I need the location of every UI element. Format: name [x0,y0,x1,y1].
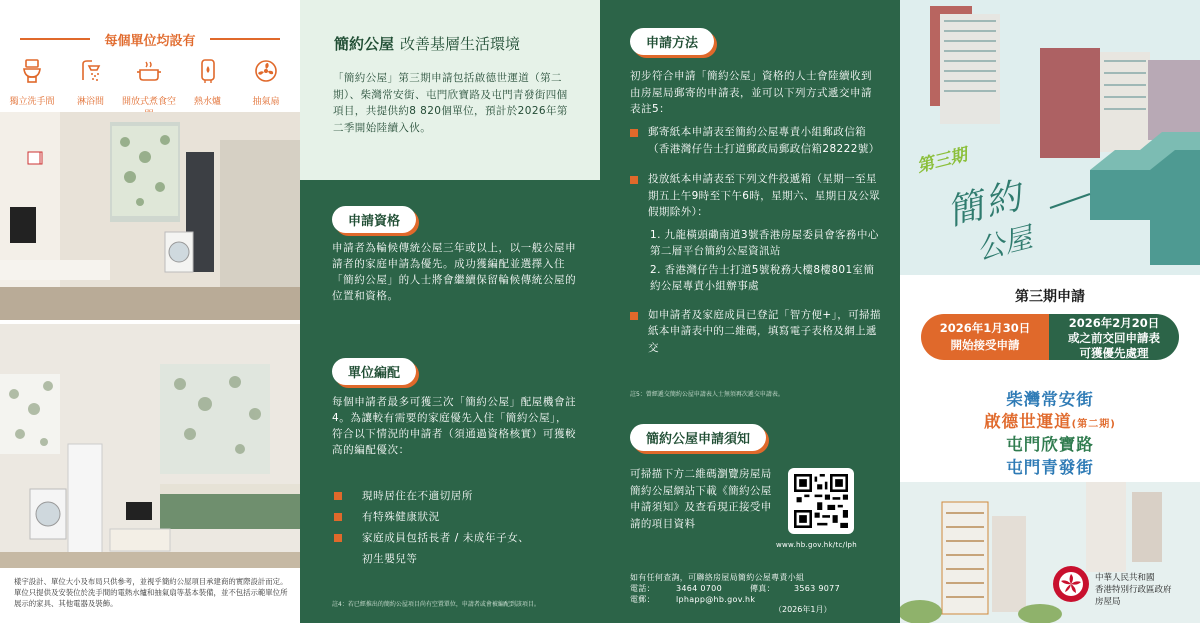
intro-panel [300,0,600,623]
cooking-pot-icon [136,58,162,84]
section-title: 簡約公屋申請須知 [630,424,766,451]
dropbox-item: 1. 九龍橫頭磡南道3號香港房屋委員會客務中心第二層平台簡約公屋資訊站 [650,228,879,257]
amenity-item: 獨立洗手間 [4,58,60,120]
bullet-icon [334,534,342,542]
email-link[interactable]: lphapp@hb.gov.hk [676,595,756,604]
project-name: 屯門欣寶路 [1006,435,1094,454]
amenities-list [4,58,294,120]
website-link[interactable]: www.hb.gov.hk/tc/lph [776,541,858,549]
amenities-panel [0,0,300,623]
intro-heading: 簡約公屋 改善基層生活環境 [334,35,521,53]
list-item-continuation: 初生嬰兒等 [362,553,418,565]
hksar-emblem-icon [1052,565,1090,603]
priority-list [334,486,580,570]
amenities-title: 每個單位均設有 [0,30,300,49]
application-methods [630,124,882,370]
dropbox-item: 2. 香港灣仔告士打道5號稅務大樓8樓801室簡約公屋專責小組辦事處 [650,263,875,292]
contact-row: 電話： 3464 0700 傳真： 3563 9077 [630,584,840,593]
list-item: 家庭成員包括長者 / 未成年子女、 [334,528,580,549]
divider [210,38,280,40]
fax-number: 3563 9077 [794,584,840,593]
divider [20,38,90,40]
disclaimer-footnote: 樣宇設計、單位大小及布局只供參考，並視乎簡約公屋項目承建商的實際設計而定。單位只提供及安裝位於洗手間的電熱水爐和抽氣扇等基本裝備，並不包括示範單位所展示的家具、其他電器及裝飾。 [14,577,288,608]
room-illustration [0,324,300,568]
eligibility-section [300,180,600,623]
application-panel [600,0,900,623]
water-heater-icon [195,58,221,84]
list-item: 郵寄紙本申請表至簡約公屋專責小組郵政信箱（香港灣仔告士打道郵政局郵政信箱28222號） [630,124,882,157]
cover-panel [900,0,1200,623]
contact-intro: 如有任何查詢，可聯絡房屋局簡約公屋專責小組 [630,573,805,582]
contact-row: 電郵： lphapp@hb.gov.hk [630,595,756,604]
exhaust-fan-icon [253,58,279,84]
project-name: 柴灣常安街 [1006,390,1094,409]
logo-text: 簡約 [942,175,1029,234]
notice-text: 可掃描下方二維碼瀏覽房屋局簡約公屋網站下載《簡約公屋申請須知》及查看現正接受申請的項目資料 [630,468,772,530]
bullet-icon [334,492,342,500]
priority-deadline: 2026年2月20日 或之前交回申請表 可獲優先處理 [1049,314,1179,360]
section-title: 申請方法 [630,28,714,55]
list-item: 如申請者及家庭成員已登記「智方便+」，可掃描紙本申請表中的二維碼，填寫電子表格及網上遞交 [630,307,882,357]
amenity-item: 抽氣扇 [238,58,294,120]
amenity-item: 開放式煮食空 [121,58,177,120]
application-intro: 初步符合申請「簡約公屋」資格的人士會陸續收到由房屋局郵寄的申請表，並可以下列方式遞交申請表註5： [630,70,872,115]
phase-label: 第三期 [914,145,970,177]
list-item: 現時居住在不適切居所 [334,486,580,507]
eligibility-text: 申請者為輪候傳統公屋三年或以上，以一般公屋申請者的家庭申請為優先。成功獲編配並選擇入住「簡約公屋」的人士將會繼續保留輪候傳統公屋的位置和資格。 [332,242,577,302]
sample-unit-photo [0,324,300,568]
cover-heading: 第三期申請 [1015,289,1085,305]
room-illustration [0,112,300,320]
bullet-icon [334,513,342,521]
key-dates [921,314,1179,360]
amenity-item: 熱水爐 [180,58,236,120]
intro-paragraph: 「簡約公屋」第三期申請包括啟德世運道（第二期）、柴灣常安街、屯門欣寶路及屯門青發街四個項目，共提供約8 820個單位，預計於2026年第二季開始陸續入伙。 [333,72,568,134]
bullet-icon [630,129,638,137]
allocation-text: 每個申請者最多可獲三次「簡約公屋」配屋機會註4。為讓較有需要的家庭優先入住「簡約公屋」，符合以下情況的申請者（須通過資格核實）可獲較高的編配優次： [332,396,577,456]
list-item: 投放紙本申請表至下列文件投遞箱（星期一至星期五上午9時至下午6時，星期六、星期日及公眾假期除外）： [630,171,882,221]
section-title: 單位編配 [332,358,416,385]
dropbox-list [630,227,882,295]
amenity-item: 淋浴間 [63,58,119,120]
section-title: 申請資格 [332,206,416,233]
cover-illustration [900,0,1200,275]
government-credit: 中華人民共和國 香港特別行政區政府 房屋局 [1095,573,1172,607]
footnote: 註4：若已經推出的簡約公屋項目尚有空置單位，申請者或會被編配到該項目。 [332,601,540,608]
bullet-icon [630,176,638,184]
list-item: 有特殊健康狀況 [334,507,580,528]
building-illustration [900,0,1200,275]
phone-number[interactable]: 3464 0700 [676,584,722,593]
intro-section [300,0,600,180]
application-start-date: 2026年1月30日 開始接受申請 [921,314,1049,360]
contact-info [630,572,880,605]
project-name: 啟德世運道(第二期) [984,412,1116,431]
bullet-icon [630,312,638,320]
toilet-icon [19,58,45,84]
sample-unit-photo [0,112,300,320]
shower-icon [78,58,104,84]
publication-date: （2026年1月） [774,605,832,614]
footnote: 註5：曾經遞交簡約公屋申請表人士無須再次遞交申請表。 [630,391,784,398]
logo-text: 公屋 [973,220,1036,267]
qr-code-icon [794,474,848,528]
qr-code[interactable] [788,468,854,534]
project-name: 屯門青發街 [1006,458,1094,477]
